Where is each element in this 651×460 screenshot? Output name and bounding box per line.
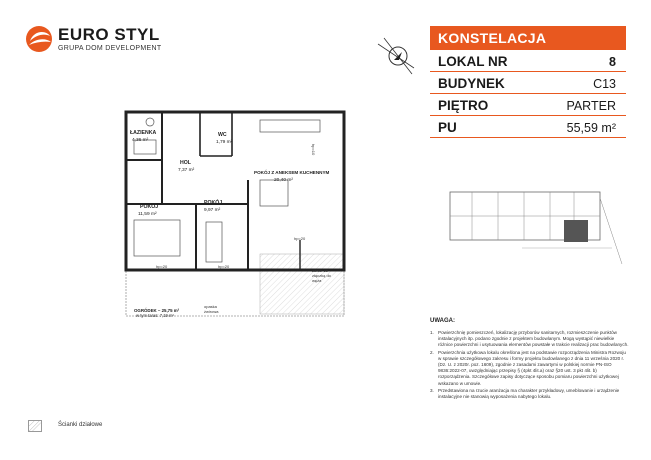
highlighted-unit <box>564 220 588 242</box>
unit-info-panel <box>430 26 626 138</box>
info-row-area <box>430 116 626 138</box>
room-name: POKÓJ <box>140 204 159 210</box>
note-item: 3. Przedstawiona na rzucie aranżacja ma charakter przykładowy, umeblowanie i urządzenie instalacyjne nie stanowią wyposażenia nabytego lokalu. <box>430 387 620 400</box>
euro-styl-logo-icon <box>24 24 54 54</box>
room-name: POKÓJ <box>204 200 223 206</box>
valve-note: złączką do <box>312 273 331 278</box>
room-area: 4,36 m² <box>132 138 149 143</box>
brand-logo <box>24 24 184 56</box>
info-row-building <box>430 72 626 94</box>
info-value: 8 <box>609 55 616 69</box>
info-label: PIĘTRO <box>438 98 489 113</box>
info-value: 55,59 m² <box>566 121 616 135</box>
room-area: 11,59 m² <box>138 212 157 217</box>
brand-tagline: GRUPA DOM DEVELOPMENT <box>58 45 162 52</box>
height-label: hp=20 <box>218 264 230 269</box>
terrace-paving <box>260 254 344 314</box>
outer-wall <box>126 112 344 270</box>
room-name: ŁAZIENKA <box>130 130 157 136</box>
valve-note: węża <box>312 278 322 283</box>
info-label: LOKAL NR <box>438 54 508 69</box>
partition-wall-swatch-icon <box>28 420 42 432</box>
note-item: 2. Powierzchnia użytkowa lokalu określona jest na podstawie rozporządzenia Ministra Rozwoju w sprawie szczegółowego zakresu i formy projektu budowlanego z dnia 11 września 2020 r. (Dz. U. z 2020r. poz. 1609), zgodnie z zasadami zawartymi w polskiej normie PN-ISO 9836:2022-07, uwzględniając przepisy § (4pkt 4lit.a) oraz §20 ust. 3 pkt 4lit. b) rozporządzenia. Szczegółowe zapisy dotyczące sposobu pomiaru powierzchni użytkowej wskazano w umowie. <box>430 349 626 386</box>
height-label: hp=10 <box>311 144 316 156</box>
height-label: hp=20 <box>156 264 168 269</box>
room-name: WC <box>218 132 227 138</box>
room-area: 1,79 m² <box>216 140 233 145</box>
info-label: PU <box>438 120 457 135</box>
garden-area-label: OGRÓDEK – 25,75 m² <box>134 308 180 313</box>
valve-note: zawór ze <box>312 268 329 273</box>
info-value: C13 <box>593 77 616 91</box>
room-area: 7,37 m² <box>178 168 195 173</box>
info-value: PARTER <box>566 99 616 113</box>
notes-section <box>430 318 630 401</box>
info-label: BUDYNEK <box>438 76 505 91</box>
project-name: KONSTELACJA <box>430 26 626 50</box>
info-row-unit <box>430 50 626 72</box>
note-text: Powierzchnię pomieszczeń, lokalizację przyborów sanitarnych, rozmieszczenie punktów instalacyjnych itp. podano zgodnie z projektem budowlanym. Mogą wystąpić niewielkie różnice powierzchni i usytuowania elementów powstałe w trakcie realizacji prac budowlanych. <box>438 330 629 348</box>
floor-plan <box>100 100 370 330</box>
gravel-note: opaska <box>204 304 217 309</box>
note-text: Powierzchnia użytkowa lokalu określona jest na podstawie rozporządzenia Ministra Rozwoju w sprawie szczegółowego zakresu i formy projektu budowlanego z dnia 11 września 2020 r. (Dz. U. z 2020r. poz. 1609), zgodnie z zasadami zawartymi w polskiej normie PN-ISO 9836:2022-07, uwzględniając przepisy § (4pkt 4lit.a) oraz §20 ust. 3 pkt 4lit. b) rozporządzenia. Szczegółowe zapisy dotyczące sposobu pomiaru powierzchni użytkowej wskazano w umowie. <box>438 349 626 386</box>
room-name: POKÓJ Z ANEKSEM KUCHENNYM <box>254 170 330 175</box>
gravel-note: żwirowa <box>204 309 219 314</box>
note-text: Przedstawiona na rzucie aranżacja ma charakter przykładowy, umeblowanie i urządzenie instalacyjne nie stanowią wyposażenia nabytego lokalu. <box>438 387 620 400</box>
height-label: hp=20 <box>294 236 306 241</box>
room-area: 9,97 m² <box>204 208 221 213</box>
site-map <box>442 178 632 270</box>
legend-label: Ścianki działowe <box>58 422 103 428</box>
note-item: 1. Powierzchnię pomieszczeń, lokalizację przyborów sanitarnych, rozmieszczenie punktów instalacyjnych itp. podano zgodnie z projektem budowlanym. Mogą wystąpić niewielkie różnice powierzchni i usytuowania elementów powstałe w trakcie realizacji prac budowlanych. <box>430 330 629 348</box>
room-area: 20,40 m² <box>274 178 293 183</box>
terrace-area-label: w tym taras: 7,19 m² <box>136 313 174 318</box>
room-name: HOL <box>180 160 191 166</box>
notes-title: UWAGA: <box>430 318 455 324</box>
brand-name: EURO STYL <box>58 25 160 44</box>
north-arrow-icon <box>374 36 418 80</box>
notes-list <box>430 330 630 400</box>
info-row-floor <box>430 94 626 116</box>
